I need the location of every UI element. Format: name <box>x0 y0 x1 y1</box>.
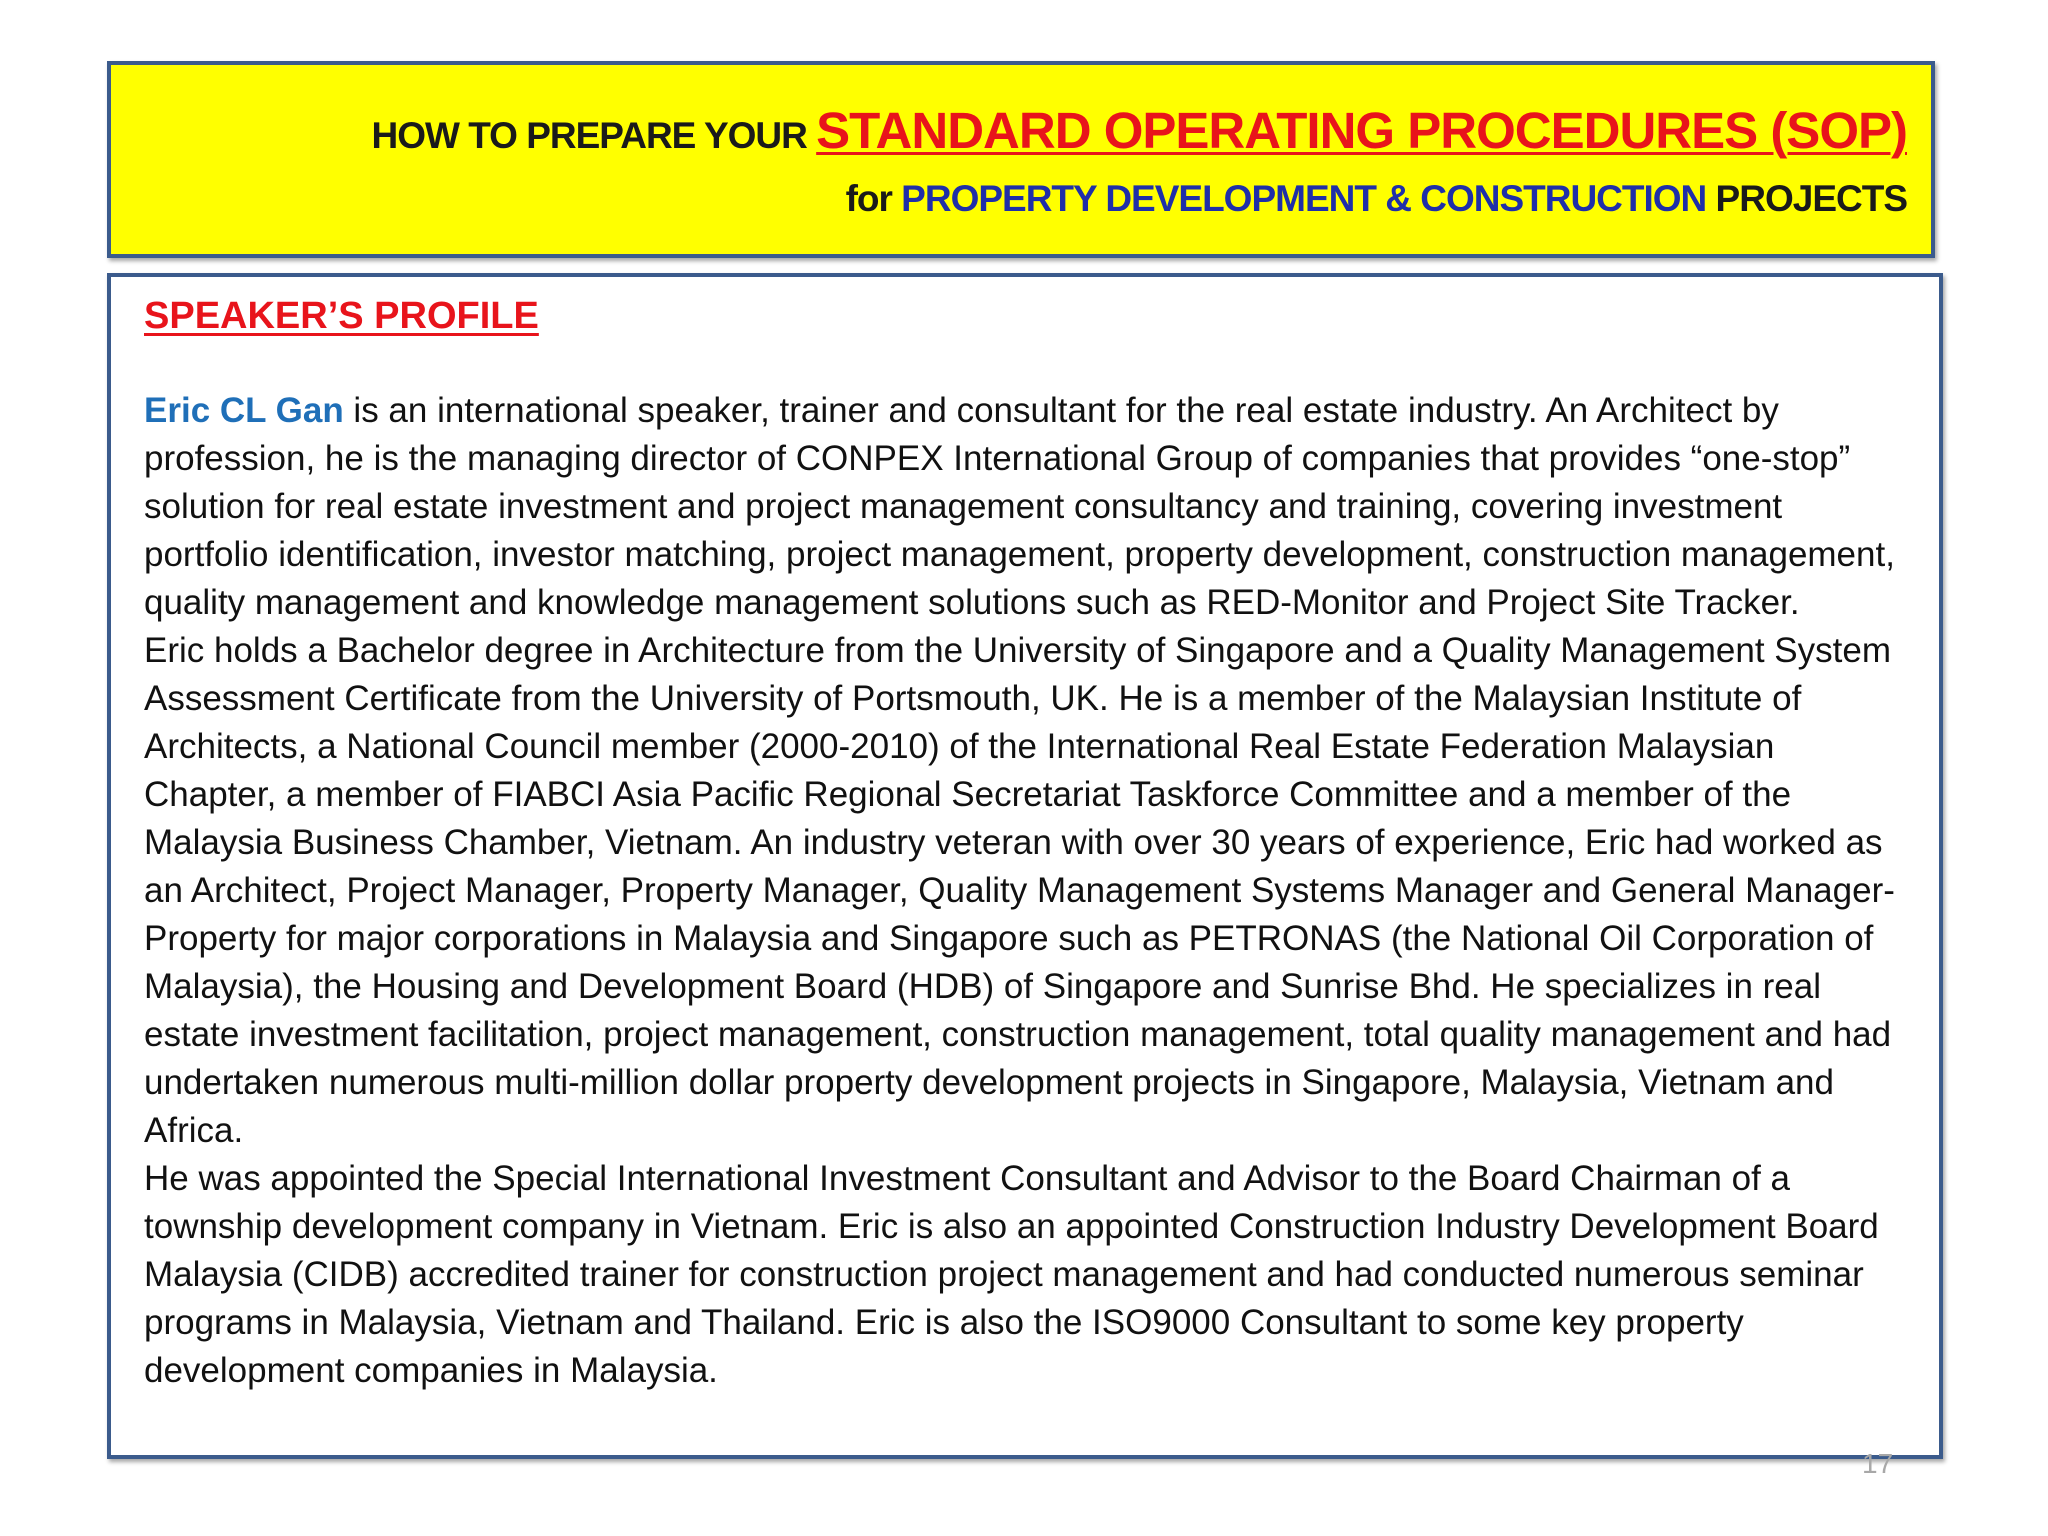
profile-paragraph-2: Eric holds a Bachelor degree in Architecture from the University of Singapore and a Quality Management System Assessment Certificate from the University of Portsmouth, UK. He is a member of the Malaysian Institute of Architects, a National Council member (2000-2010) of the International Real Estate Federation Malaysian Chapter, a member of FIABCI Asia Pacific Regional Secretariat Taskforce Committee and a member of the Malaysia Business Chamber, Vietnam. An industry veteran with over 30 years of experience, Eric had worked as an Architect, Project Manager, Property Manager, Quality Management Systems Manager and General Manager-Property for major corporations in Malaysia and Singapore such as PETRONAS (the National Oil Corporation of Malaysia), the Housing and Development Board (HDB) of Singapore and Sunrise Bhd. He specializes in real estate investment facilitation, project management, construction management, total quality management and had undertaken numerous multi-million dollar property development projects in Singapore, Malaysia, Vietnam and Africa. <box>144 631 1895 1150</box>
banner-subtitle-topic: PROPERTY DEVELOPMENT & CONSTRUCTION <box>901 178 1707 219</box>
banner-subtitle-for: for <box>845 178 902 219</box>
banner-subtitle-line <box>846 178 1907 220</box>
profile-content-box <box>107 273 1943 1459</box>
banner-title-emphasis: STANDARD OPERATING PROCEDURES (SOP) <box>816 102 1907 159</box>
profile-body <box>144 387 1914 1395</box>
speaker-name: Eric CL Gan <box>144 391 344 430</box>
title-banner <box>107 61 1935 258</box>
profile-heading: SPEAKER’S PROFILE <box>144 295 539 337</box>
banner-title-lead: HOW TO PREPARE YOUR <box>371 115 817 156</box>
slide-number: 17 <box>1862 1448 1894 1479</box>
profile-paragraph-1 <box>144 387 1914 627</box>
banner-title-line <box>372 101 1907 160</box>
profile-paragraph-3: He was appointed the Special International Investment Consultant and Advisor to the Board Chairman of a township development company in Vietnam. Eric is also an appointed Construction Industry Development Board Malaysia (CIDB) accredited trainer for construction project management and had conducted numerous seminar programs in Malaysia, Vietnam and Thailand. Eric is also the ISO9000 Consultant to some key property development companies in Malaysia. <box>144 1159 1879 1390</box>
banner-subtitle-tail: PROJECTS <box>1706 178 1907 219</box>
profile-paragraph-1-text: is an international speaker, trainer and consultant for the real estate industry. An Architect by profession, he is the managing director of CONPEX International Group of companies that provides “one-stop” solution for real estate investment and project management consultancy and training, covering investment portfolio identification, investor matching, project management, property development, construction management, quality management and knowledge management solutions such as RED-Monitor and Project Site Tracker. <box>144 391 1895 622</box>
